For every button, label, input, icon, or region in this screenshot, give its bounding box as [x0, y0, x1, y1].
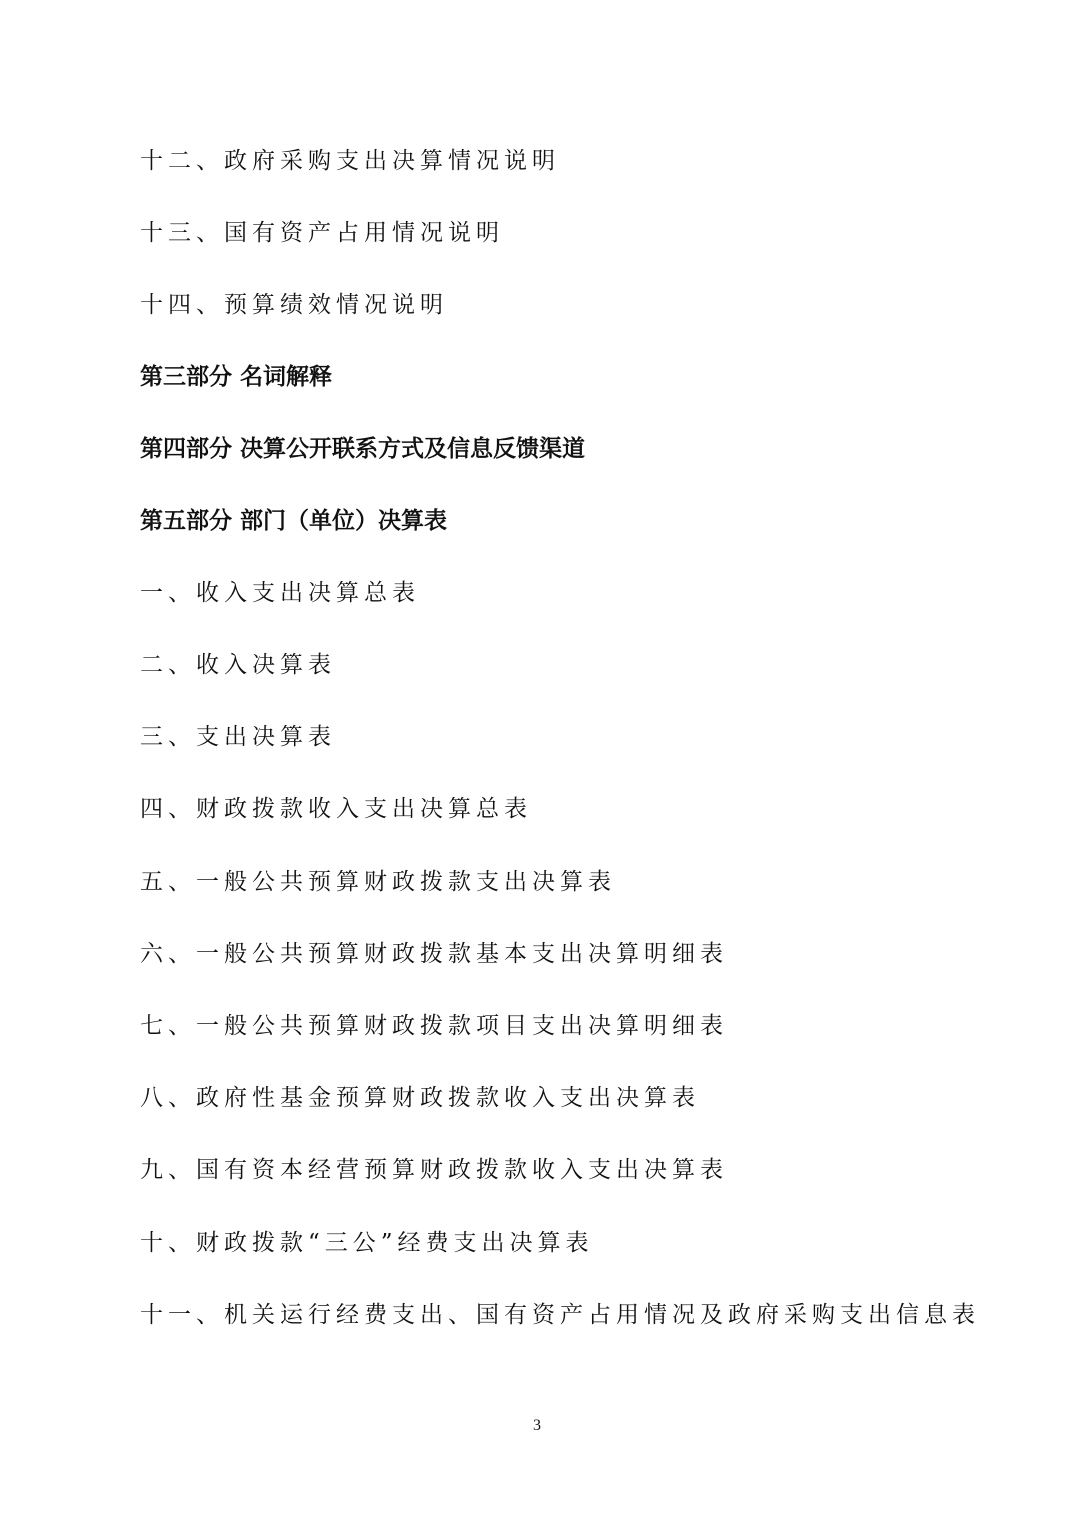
toc-table-8: 八、政府性基金预算财政拨款收入支出决算表 — [140, 1085, 700, 1111]
toc-item-14: 十四、预算绩效情况说明 — [140, 292, 448, 318]
toc-part-5-heading: 第五部分 部门（单位）决算表 — [140, 508, 448, 534]
toc-table-1: 一、收入支出决算总表 — [140, 580, 420, 606]
toc-table-4: 四、财政拨款收入支出决算总表 — [140, 796, 532, 822]
toc-item-12: 十二、政府采购支出决算情况说明 — [140, 148, 560, 174]
toc-part-4-heading: 第四部分 决算公开联系方式及信息反馈渠道 — [140, 436, 586, 462]
toc-table-10: 十、财政拨款“三公”经费支出决算表 — [140, 1230, 594, 1256]
page-number: 3 — [533, 1417, 541, 1434]
toc-table-3: 三、支出决算表 — [140, 724, 336, 750]
toc-part-3-heading: 第三部分 名词解释 — [140, 364, 333, 390]
toc-table-2: 二、收入决算表 — [140, 652, 336, 678]
toc-table-9: 九、国有资本经营预算财政拨款收入支出决算表 — [140, 1157, 728, 1183]
toc-item-13: 十三、国有资产占用情况说明 — [140, 220, 504, 246]
toc-table-7: 七、一般公共预算财政拨款项目支出决算明细表 — [140, 1013, 728, 1039]
toc-table-6: 六、一般公共预算财政拨款基本支出决算明细表 — [140, 941, 728, 967]
toc-table-5: 五、一般公共预算财政拨款支出决算表 — [140, 869, 616, 895]
toc-table-11: 十一、机关运行经费支出、国有资产占用情况及政府采购支出信息表 — [140, 1302, 980, 1328]
